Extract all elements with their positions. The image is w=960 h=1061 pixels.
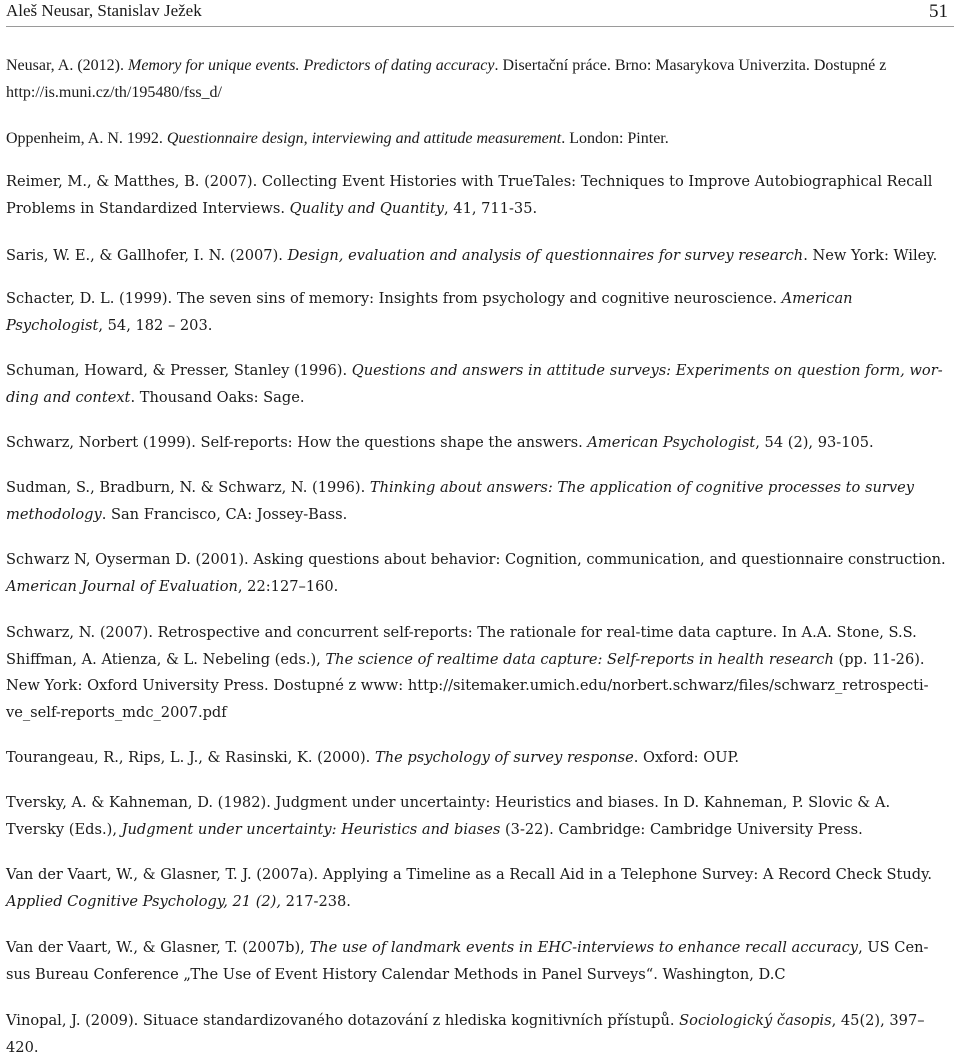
reference-text: , 41, 711-35. [444, 199, 538, 217]
reference-entry [6, 358, 952, 411]
reference-text: (pp. 11-26). New York: Oxford University Press. Dostupné z www: http://sitemaker.umich.edu/norbert.schwarz/files/schwarz_retrospecti-ve_self-reports_mdc_2007.pdf [6, 650, 929, 721]
reference-italic-title: Design, evaluation and analysis of questionnaires for survey research [287, 247, 804, 264]
reference-entry [6, 745, 952, 772]
reference-entry [6, 126, 952, 153]
reference-entry [6, 547, 952, 600]
reference-italic-title: Questionnaire design, interviewing and attitude measurement [166, 130, 562, 147]
reference-text: Van der Vaart, W., & Glasner, T. (2007b), [6, 939, 310, 956]
reference-italic-title: Questions and answers in attitude surveys: Experiments on question form, wor-ding and context [6, 362, 943, 406]
reference-text: , 54, 182 – 203. [98, 316, 213, 334]
reference-text: . Thousand Oaks: Sage. [130, 388, 305, 406]
reference-text: Reimer, M., & Matthes, B. (2007). Collecting Event Histories with TrueTales: Techniques to Improve Autobiographical Recall Problems in Standardized Interviews. [6, 173, 933, 217]
reference-text: . San Francisco, CA: Jossey-Bass. [101, 505, 348, 523]
reference-italic-title: The use of landmark events in EHC-interviews to enhance recall accuracy [309, 939, 859, 956]
reference-entry [6, 620, 952, 726]
header-authors: Aleš Neusar, Stanislav Ježek [6, 1, 202, 20]
reference-italic-title: Memory for unique events. Predictors of dating accuracy [128, 57, 495, 74]
reference-text: . Oxford: OUP. [633, 749, 740, 766]
reference-text: , 54 (2), 93-105. [755, 434, 874, 451]
reference-entry [6, 169, 952, 222]
reference-entry [6, 53, 952, 106]
reference-italic-title: The science of realtime data capture: Self-reports in health research [325, 650, 834, 668]
page-number: 51 [929, 1, 948, 22]
reference-text: . New York: Wiley. [803, 247, 938, 264]
reference-entry [6, 862, 952, 915]
reference-entry [6, 790, 952, 843]
reference-entry [6, 430, 952, 457]
reference-italic-title: Thinking about answers: The application of cognitive processes to survey methodology [6, 479, 914, 523]
reference-text: Schwarz N, Oyserman D. (2001). Asking questions about behavior: Cognition, communication, and questionnaire construction. [6, 551, 946, 568]
reference-text: Saris, W. E., & Gallhofer, I. N. (2007). [6, 247, 288, 264]
reference-entry [6, 935, 952, 988]
reference-text: Schacter, D. L. (1999). The seven sins of memory: Insights from psychology and cognitive neuroscience. [6, 290, 782, 307]
reference-text: , US Cen-sus Bureau Conference „The Use of Event History Calendar Methods in Panel Surveys“. Washington, D.C [6, 939, 929, 983]
reference-text: Sudman, S., Bradburn, N. & Schwarz, N. (1996). [6, 479, 370, 496]
reference-italic-title: American Journal of Evaluation [6, 577, 238, 595]
reference-text: Schwarz, N. (2007). Retrospective and concurrent self-reports: The rationale for real-time data capture. In A.A. Stone, S.S. Shiffman, A. Atienza, & L. Nebeling (eds.), [6, 624, 917, 668]
reference-italic-title: Quality and Quantity [289, 199, 444, 217]
reference-entry [6, 1008, 952, 1061]
reference-text: Van der Vaart, W., & Glasner, T. J. (2007a). Applying a Timeline as a Recall Aid in a Telephone Survey: A Record Check Study. [6, 866, 933, 883]
reference-entry [6, 286, 952, 339]
reference-text: Schuman, Howard, & Presser, Stanley (1996). [6, 362, 352, 379]
reference-text: 217-238. [281, 892, 351, 910]
reference-entry [6, 243, 952, 270]
reference-text: , 45(2), 397– 420. [6, 1012, 925, 1056]
reference-text: Neusar, A. (2012). [6, 57, 128, 74]
running-header [6, 0, 954, 27]
reference-text: (3-22). Cambridge: Cambridge University Press. [500, 820, 863, 838]
reference-italic-title: American Psychologist [6, 290, 853, 334]
reference-text: Tversky, A. & Kahneman, D. (1982). Judgment under uncertainty: Heuristics and biases. In D. Kahneman, P. Slovic & A. Tversky (Eds.), [6, 794, 891, 838]
reference-text: Tourangeau, R., Rips, L. J., & Rasinski, K. (2000). [6, 749, 375, 766]
reference-text: Vinopal, J. (2009). Situace standardizovaného dotazování z hlediska kognitivních přístupů. [6, 1012, 680, 1029]
reference-text: . London: Pinter. [561, 130, 669, 147]
reference-text: Oppenheim, A. N. 1992. [6, 130, 167, 147]
reference-text: , 22:127–160. [237, 577, 339, 595]
reference-italic-title: Judgment under uncertainty: Heuristics and biases [121, 820, 501, 838]
reference-entry [6, 475, 952, 528]
reference-italic-title: Sociologický časopis [679, 1012, 832, 1029]
reference-text: Schwarz, Norbert (1999). Self-reports: How the questions shape the answers. [6, 434, 588, 451]
reference-text: . Disertační práce. Brno: Masarykova Univerzita. Dostupné z http://is.muni.cz/th/195480/fss_d/ [6, 57, 887, 101]
reference-italic-title: American Psychologist [587, 434, 756, 451]
reference-italic-title: Applied Cognitive Psychology, 21 (2), [6, 892, 282, 910]
reference-italic-title: The psychology of survey response [374, 749, 634, 766]
